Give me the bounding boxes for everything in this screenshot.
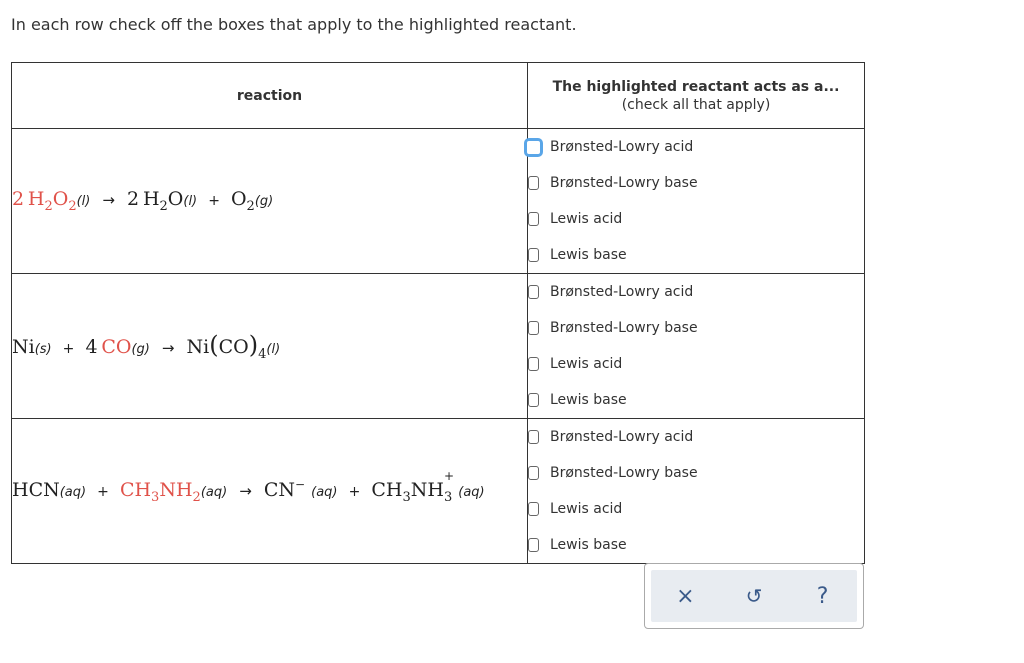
reaction-equation-2: Ni(s) + 4 $CO(g) \to Ni(CO)_4(l)$: [12, 330, 281, 362]
reaction-cell-2: [12, 274, 528, 419]
acts-as-header-subtitle: (check all that apply): [621, 96, 771, 113]
checkbox[interactable]: [528, 321, 539, 335]
undo-icon: ↺: [745, 584, 763, 608]
close-icon: ×: [676, 583, 695, 609]
options-cell-1: [528, 129, 865, 274]
reaction-table: [11, 62, 865, 564]
checkbox[interactable]: [528, 430, 539, 444]
reaction-cell-3: [12, 419, 528, 564]
checkbox[interactable]: [528, 393, 539, 407]
checkbox[interactable]: [528, 176, 539, 190]
reaction-arrow: →: [239, 481, 252, 500]
undo-button[interactable]: [734, 576, 774, 616]
reaction-arrow: →: [161, 338, 175, 357]
highlighted-reactant: $CH_3NH_2$: [119, 478, 201, 505]
reaction-equation-1: 2 $H_2O_2(l) \to 2$ $H_2O(l) + O_2(g)$: [12, 188, 274, 214]
table-row: [12, 274, 865, 419]
checkbox[interactable]: [528, 285, 539, 299]
acts-as-header-title: The highlighted reactant acts as a...: [552, 78, 840, 95]
checkbox[interactable]: [524, 138, 543, 157]
reaction-cell-1: [12, 129, 528, 274]
checkbox[interactable]: [528, 212, 539, 226]
reaction-equation-3: $HCN(aq) + CH_3NH_2(aq) \to CN^-$ $(aq) + CH_3NH_3$ + (aq): [12, 468, 485, 505]
option-bronsted-acid[interactable]: Brønsted-Lowry acid: [528, 419, 864, 455]
option-lewis-acid[interactable]: Lewis acid: [528, 346, 864, 382]
checkbox[interactable]: [528, 466, 539, 480]
table-header-row: [12, 63, 865, 129]
reaction-column-header: reaction: [12, 63, 528, 129]
option-lewis-base[interactable]: Lewis base: [528, 237, 864, 273]
option-bronsted-acid[interactable]: Brønsted-Lowry acid: [528, 274, 864, 310]
option-lewis-acid[interactable]: Lewis acid: [528, 201, 864, 237]
reaction-arrow: →: [102, 191, 115, 210]
options-cell-3: [528, 419, 865, 564]
checkbox[interactable]: [528, 502, 539, 516]
clear-button[interactable]: [665, 576, 705, 616]
checkbox[interactable]: [528, 357, 539, 371]
help-icon: ?: [816, 583, 829, 609]
options-cell-2: [528, 274, 865, 419]
option-bronsted-base[interactable]: Brønsted-Lowry base: [528, 165, 864, 201]
checkbox[interactable]: [528, 538, 539, 552]
option-lewis-base[interactable]: Lewis base: [528, 527, 864, 563]
acts-as-column-header: [528, 63, 865, 129]
checkbox[interactable]: [528, 248, 539, 262]
highlighted-reactant: 2 $H_2O_2$: [12, 188, 77, 214]
table-row: [12, 129, 865, 274]
toolbar-inner: [651, 570, 857, 622]
help-button[interactable]: [803, 576, 843, 616]
highlighted-reactant: CO: [101, 335, 132, 358]
answer-toolbar: [644, 563, 864, 629]
table-row: [12, 419, 865, 564]
instruction-text: In each row check off the boxes that apply to the highlighted reactant.: [11, 15, 577, 34]
option-bronsted-base[interactable]: Brønsted-Lowry base: [528, 310, 864, 346]
option-lewis-base[interactable]: Lewis base: [528, 382, 864, 418]
option-bronsted-base[interactable]: Brønsted-Lowry base: [528, 455, 864, 491]
option-bronsted-acid[interactable]: Brønsted-Lowry acid: [528, 129, 864, 165]
option-lewis-acid[interactable]: Lewis acid: [528, 491, 864, 527]
